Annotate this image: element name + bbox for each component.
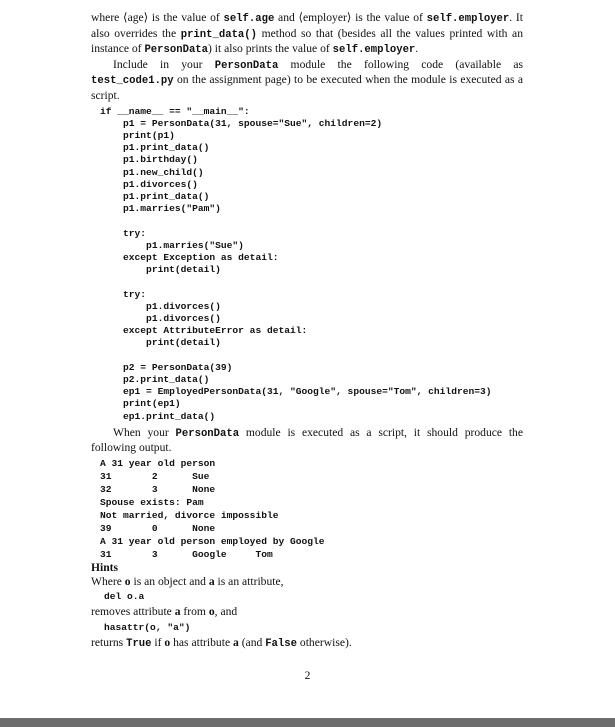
inline-code: self.age [223, 13, 275, 25]
code-del-attribute: del o.a [104, 591, 145, 603]
inline-code: False [265, 638, 297, 651]
text: from [180, 605, 209, 619]
code-line: p1.marries("Pam") [100, 203, 221, 215]
text: When your [113, 425, 176, 439]
code-line [100, 215, 523, 227]
page-content [91, 11, 523, 652]
text: is an attribute, [214, 574, 284, 588]
text: module is executed as a script, it should produce the following output. [91, 425, 524, 455]
code-line: p1.marries("Sue") [100, 239, 244, 251]
bold-symbol: o [208, 605, 215, 619]
inline-code: self.employer [426, 13, 510, 25]
paragraph-include-code [91, 58, 523, 103]
output-line: 39 0 None [100, 523, 216, 535]
code-line: p2 = PersonData(39) [100, 361, 233, 373]
code-line: ep1.print_data() [100, 410, 216, 422]
code-line: p1.birthday() [100, 154, 198, 166]
output-line: 31 2 Sue [100, 471, 210, 483]
text: removes attribute [91, 605, 175, 619]
code-line [100, 350, 523, 362]
page-number: 2 [304, 670, 311, 682]
viewer-bottom-bar [0, 718, 615, 727]
text: is an object and [130, 574, 209, 588]
text: has attribute [170, 636, 233, 650]
hints-paragraph-1 [91, 575, 523, 589]
code-line: p1.divorces() [100, 300, 221, 312]
inline-code: True [126, 638, 152, 651]
text: module the following code (available as [278, 57, 523, 71]
code-line [100, 276, 523, 288]
text: . [415, 42, 419, 56]
text: if [151, 636, 165, 650]
output-line: Not married, divorce impossible [100, 510, 279, 522]
output-line: A 31 year old person [100, 458, 216, 470]
hints-paragraph-2 [91, 605, 523, 619]
code-line: print(p1) [100, 129, 175, 141]
output-line: 31 3 Google Tom [100, 549, 273, 561]
output-line: Spouse exists: Pam [100, 497, 204, 509]
code-hasattr: hasattr(o, "a") [104, 622, 191, 634]
inline-code: PersonData [175, 427, 240, 440]
code-line: except AttributeError as detail: [100, 325, 308, 337]
text: ) it also prints the value of [208, 42, 333, 56]
code-line: p1.new_child() [100, 166, 204, 178]
code-line: try: [100, 227, 147, 239]
text: Where [91, 574, 125, 588]
paragraph-expected-output [91, 426, 523, 455]
code-line: print(detail) [100, 264, 221, 276]
inline-code: print_data() [180, 28, 258, 41]
code-line: try: [100, 288, 147, 300]
text: otherwise). [297, 636, 352, 650]
hints-paragraph-3 [91, 636, 523, 652]
text: returns [91, 636, 127, 650]
bold-symbol: o [164, 636, 171, 650]
code-block-output [100, 457, 523, 561]
code-block-main-script [100, 106, 523, 423]
code-line: p1 = PersonData(31, spouse="Sue", children=2) [100, 117, 383, 129]
code-line: if __name__ == "__main__": [100, 105, 250, 117]
code-line: print(detail) [100, 337, 221, 349]
code-line: except Exception as detail: [100, 252, 279, 263]
bold-symbol: a [233, 636, 239, 650]
code-line: p1.divorces() [100, 178, 198, 190]
inline-code: test_code1.py [91, 75, 174, 88]
text: on the assignment page) to be executed when the module is executed as a script. [91, 73, 523, 102]
hints-heading: Hints [91, 561, 119, 575]
code-line: print(ep1) [100, 398, 181, 410]
bold-symbol: o [124, 574, 131, 588]
inline-code: PersonData [214, 59, 279, 72]
output-line: A 31 year old person employed by Google [100, 536, 325, 548]
code-line: p1.print_data() [100, 142, 210, 154]
text: method so that (besides all the values printed with an instance of [91, 26, 524, 56]
text: and ⟨employer⟩ is the value of [274, 11, 427, 24]
code-line: p1.divorces() [100, 313, 221, 325]
text: . It also overrides the [91, 11, 523, 40]
code-line: ep1 = EmployedPersonData(31, "Google", spouse="Tom", children=3) [100, 386, 492, 398]
text: (and [238, 636, 266, 650]
bold-symbol: a [208, 574, 215, 588]
text: Include in your [113, 57, 215, 71]
inline-code: PersonData [144, 44, 209, 57]
inline-code: self.employer [332, 44, 416, 57]
code-line: p1.print_data() [100, 190, 210, 202]
paragraph-override-description [91, 11, 523, 58]
output-line: 32 3 None [100, 484, 216, 496]
code-line: p2.print_data() [100, 374, 210, 386]
text: where ⟨age⟩ is the value of [91, 11, 224, 24]
text: , and [214, 605, 238, 619]
bold-symbol: a [174, 605, 181, 619]
